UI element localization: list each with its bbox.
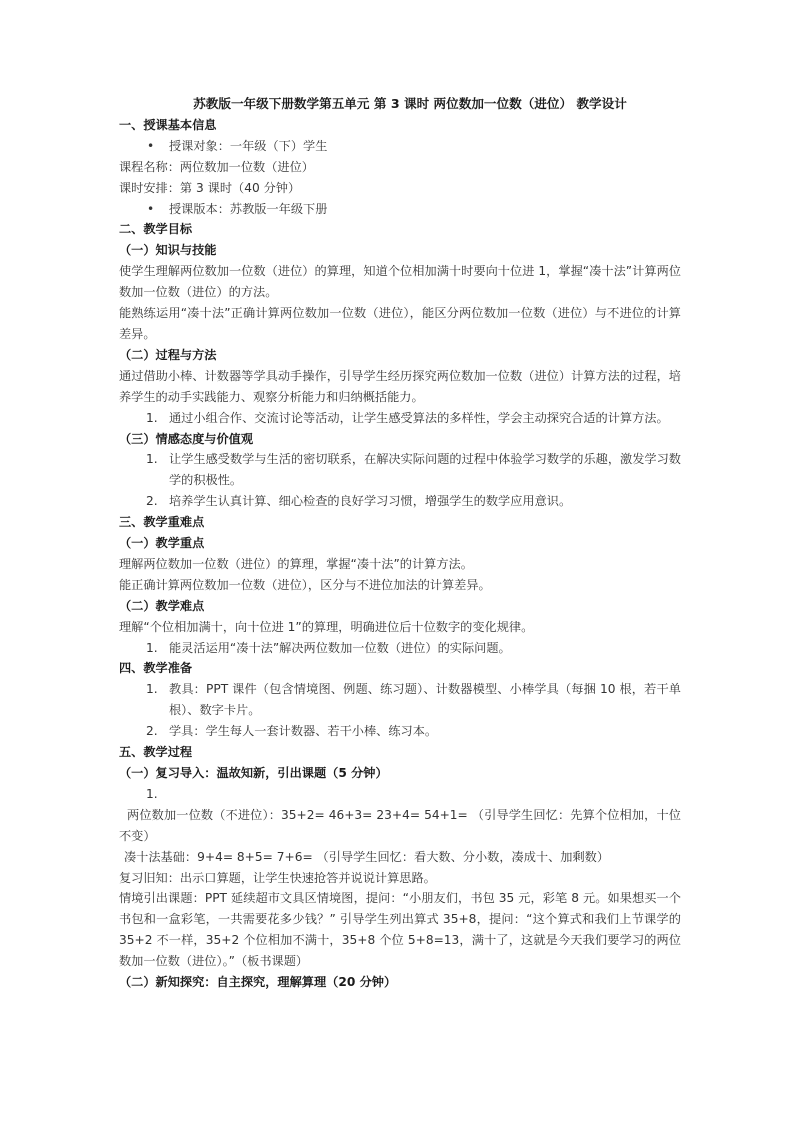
paragraph: 两位数加一位数（不进位）：35+2= 46+3= 23+4= 54+1= （引导学生回忆：先算个位相加，十位不变）: [119, 807, 681, 843]
paragraph: 课时安排：第 3 课时（40 分钟）: [119, 180, 301, 195]
paragraph: 能熟练运用“凑十法”正确计算两位数加一位数（进位），能区分两位数加一位数（进位）与不进位的计算差异。: [119, 306, 681, 341]
section-heading-key-points: 三、教学重难点: [119, 515, 205, 530]
section-heading-basic-info: 一、授课基本信息: [119, 117, 217, 132]
numbered-item: 1. 让学生感受数学与生活的密切联系，在解决实际问题的过程中体验学习数学的乐趣，激发学习数学的积极性。: [119, 449, 681, 491]
paragraph: 理解两位数加一位数（进位）的算理，掌握“凑十法”的计算方法。: [119, 556, 473, 571]
subsection-heading: （一）教学重点: [119, 536, 205, 551]
paragraph: 理解“个位相加满十，向十位进 1”的算理，明确进位后十位数字的变化规律。: [119, 619, 534, 634]
numbered-item: 1. 教具：PPT 课件（包含情境图、例题、练习题）、计数器模型、小棒学具（每捆 10 根，若干单根）、数字卡片。: [119, 679, 681, 721]
bullet-item: • 授课版本：苏教版一年级下册: [119, 199, 681, 220]
subsection-heading: （一）知识与技能: [119, 243, 217, 258]
bullet-item: • 授课对象：一年级（下）学生: [119, 136, 681, 157]
document-page: [119, 94, 681, 993]
subsection-heading: （二）新知探究：自主探究，理解算理（20 分钟）: [119, 975, 397, 990]
paragraph: 通过借助小棒、计数器等学具动手操作，引导学生经历探究两位数加一位数（进位）计算方法的过程，培养学生的动手实践能力、观察分析能力和归纳概括能力。: [119, 368, 681, 404]
section-heading-process: 五、教学过程: [119, 745, 193, 760]
numbered-item: 2. 培养学生认真计算、细心检查的良好学习习惯，增强学生的数学应用意识。: [119, 491, 681, 512]
numbered-item: 2. 学具：学生每人一套计数器、若干小棒、练习本。: [119, 721, 681, 742]
paragraph: 复习旧知：出示口算题，让学生快速抢答并说说计算思路。: [119, 870, 436, 885]
paragraph: 凑十法基础：9+4= 8+5= 7+6= （引导学生回忆：看大数、分小数，凑成十、加剩数）: [124, 849, 610, 864]
list-number: 1.: [146, 682, 158, 697]
section-heading-preparation: 四、教学准备: [119, 661, 193, 676]
subsection-heading: （二）过程与方法: [119, 347, 217, 362]
paragraph: 能正确计算两位数加一位数（进位），区分与不进位加法的计算差异。: [119, 577, 491, 592]
paragraph: 使学生理解两位数加一位数（进位）的算理，知道个位相加满十时要向十位进 1，掌握“凑十法”计算两位数加一位数（进位）的方法。: [119, 264, 681, 300]
section-heading-objectives: 二、教学目标: [119, 222, 193, 237]
bullet-dot-icon: •: [147, 138, 155, 153]
list-number: 1.: [146, 452, 158, 467]
numbered-item: 1. 能灵活运用“凑十法”解决两位数加一位数（进位）的实际问题。: [119, 638, 681, 659]
numbered-item: 1. 通过小组合作、交流讨论等活动，让学生感受算法的多样性，学会主动探究合适的计算方法。: [119, 408, 681, 429]
list-number: 1.: [146, 786, 158, 801]
list-number: 1.: [146, 640, 158, 655]
bullet-dot-icon: •: [147, 201, 155, 216]
paragraph: 情境引出课题：PPT 延续超市文具区情境图，提问：“小朋友们，书包 35 元，彩笔 8 元。如果想买一个书包和一盒彩笔，一共需要花多少钱？” 引导学生列出算式 35+8，提问：“这个算式和我们上节课学的 35+2 不一样，35+2 个位相加不满十，35+8 个位 5+8=13，满十了，这就是今天我们要学习的两位数加一位数（进位）。”（板书课题）: [119, 891, 681, 969]
list-number: 1.: [146, 410, 158, 425]
subsection-heading: （一）复习导入：温故知新，引出课题（5 分钟）: [119, 766, 388, 780]
subsection-heading: （三）情感态度与价值观: [119, 431, 254, 446]
document-title: 苏教版一年级下册数学第五单元 第 3 课时 两位数加一位数（进位） 教学设计: [193, 96, 627, 111]
subsection-heading: （二）教学难点: [119, 598, 205, 613]
paragraph: 课程名称：两位数加一位数（进位）: [119, 159, 314, 174]
list-number: 2.: [146, 494, 158, 509]
list-number: 2.: [146, 724, 158, 739]
